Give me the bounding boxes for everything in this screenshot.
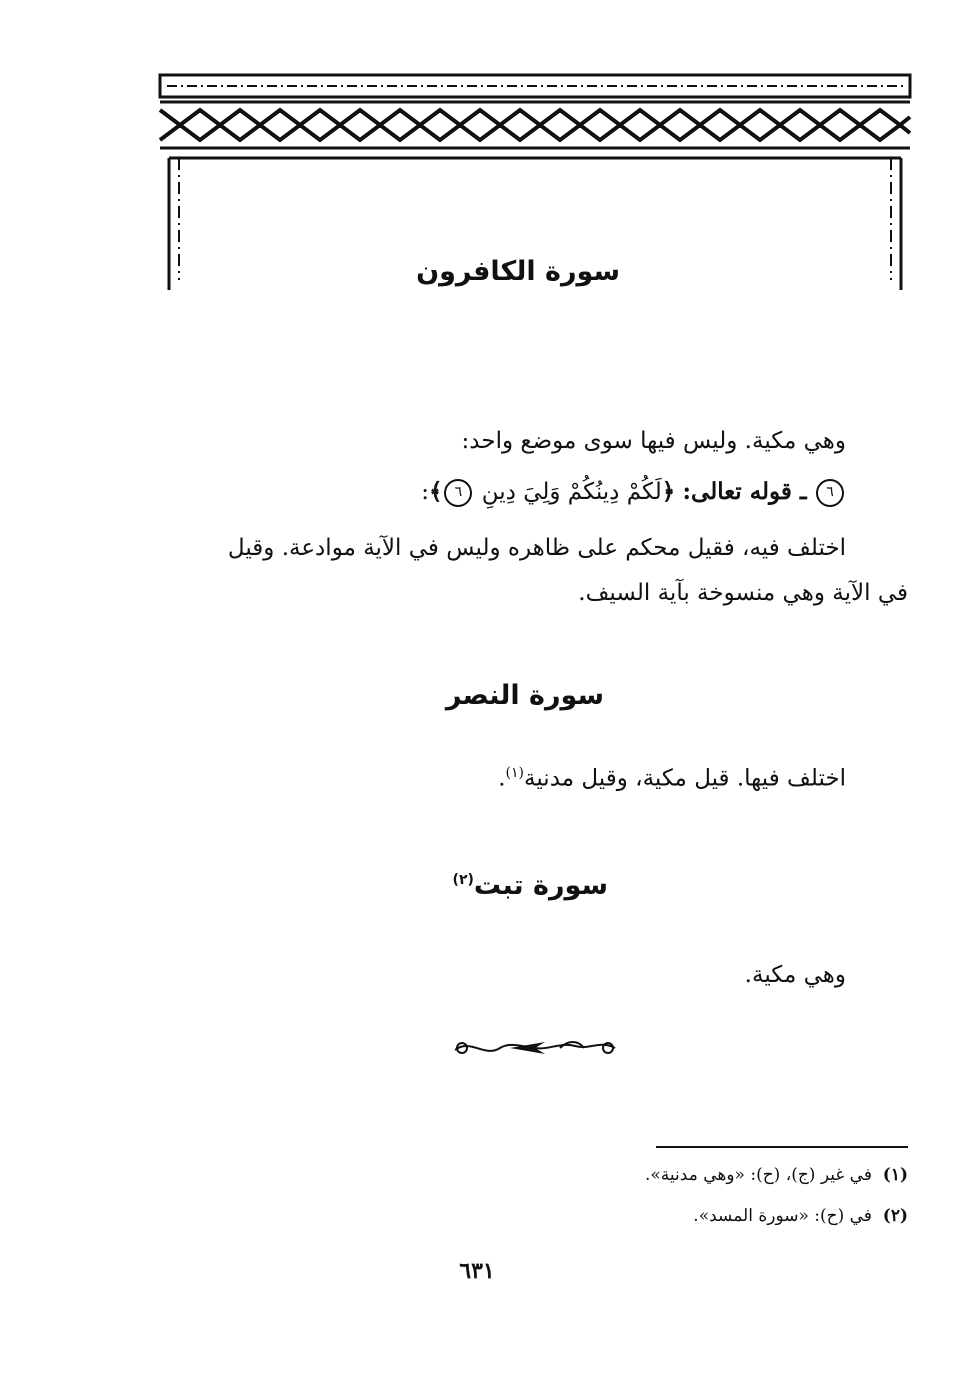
- verse-lead-text: ـ قوله تعالى:: [682, 478, 807, 505]
- geometric-band: [160, 102, 910, 148]
- nasr-line: [498, 765, 846, 792]
- footnote-2-number: (٢): [882, 1206, 908, 1226]
- surah-title-kafirun: سورة الكافرون: [416, 256, 620, 287]
- footnote-1-number: (١): [882, 1165, 908, 1185]
- footnote-1: [645, 1165, 908, 1185]
- kafirun-paragraph-line-2: في الآية وهي منسوخة بآية السيف.: [578, 580, 908, 606]
- ayah-number-icon: ٦: [816, 479, 844, 507]
- footnote-1-text: في غير (ج)، (ح): «وهي مدنية».: [644, 1165, 872, 1185]
- quote-close-bracket: ﴾: [428, 478, 443, 505]
- tabbat-line: وهي مكية.: [744, 962, 846, 988]
- surah-title-tabbat: [453, 870, 608, 901]
- footnote-2-text: في (ح): «سورة المسد».: [693, 1206, 872, 1226]
- nasr-line-end: .: [498, 765, 506, 792]
- footnote-ref-1[interactable]: (١): [505, 765, 525, 781]
- quran-quote: لَكُمْ دِينُكُمْ وَلِيَ دِينِ: [481, 479, 662, 505]
- nasr-text: اختلف فيها. قيل مكية، وقيل مدنية: [524, 765, 846, 792]
- tabbat-title-text: سورة تبت: [473, 870, 608, 901]
- page-number-wrapper: [0, 1258, 954, 1284]
- kafirun-paragraph-line-1: اختلف فيه، فقيل محكم على ظاهره وليس في الآية موادعة. وقيل: [227, 535, 846, 561]
- ayah-number-icon: ٦: [444, 479, 472, 507]
- page-number: ٦٣١: [459, 1258, 495, 1284]
- footnote-2: [693, 1206, 908, 1226]
- line-end-colon: :: [421, 479, 429, 505]
- kafirun-verse-line: [421, 478, 846, 507]
- quote-open-bracket: ﴿: [661, 478, 676, 505]
- section-divider-ornament-icon: [450, 1028, 620, 1068]
- kafirun-intro-line: وهي مكية. وليس فيها سوى موضع واحد:: [461, 428, 846, 454]
- surah-title-nasr: سورة النصر: [445, 680, 604, 711]
- footnote-ref-2[interactable]: (٢): [452, 872, 474, 888]
- footnote-separator: [656, 1146, 908, 1148]
